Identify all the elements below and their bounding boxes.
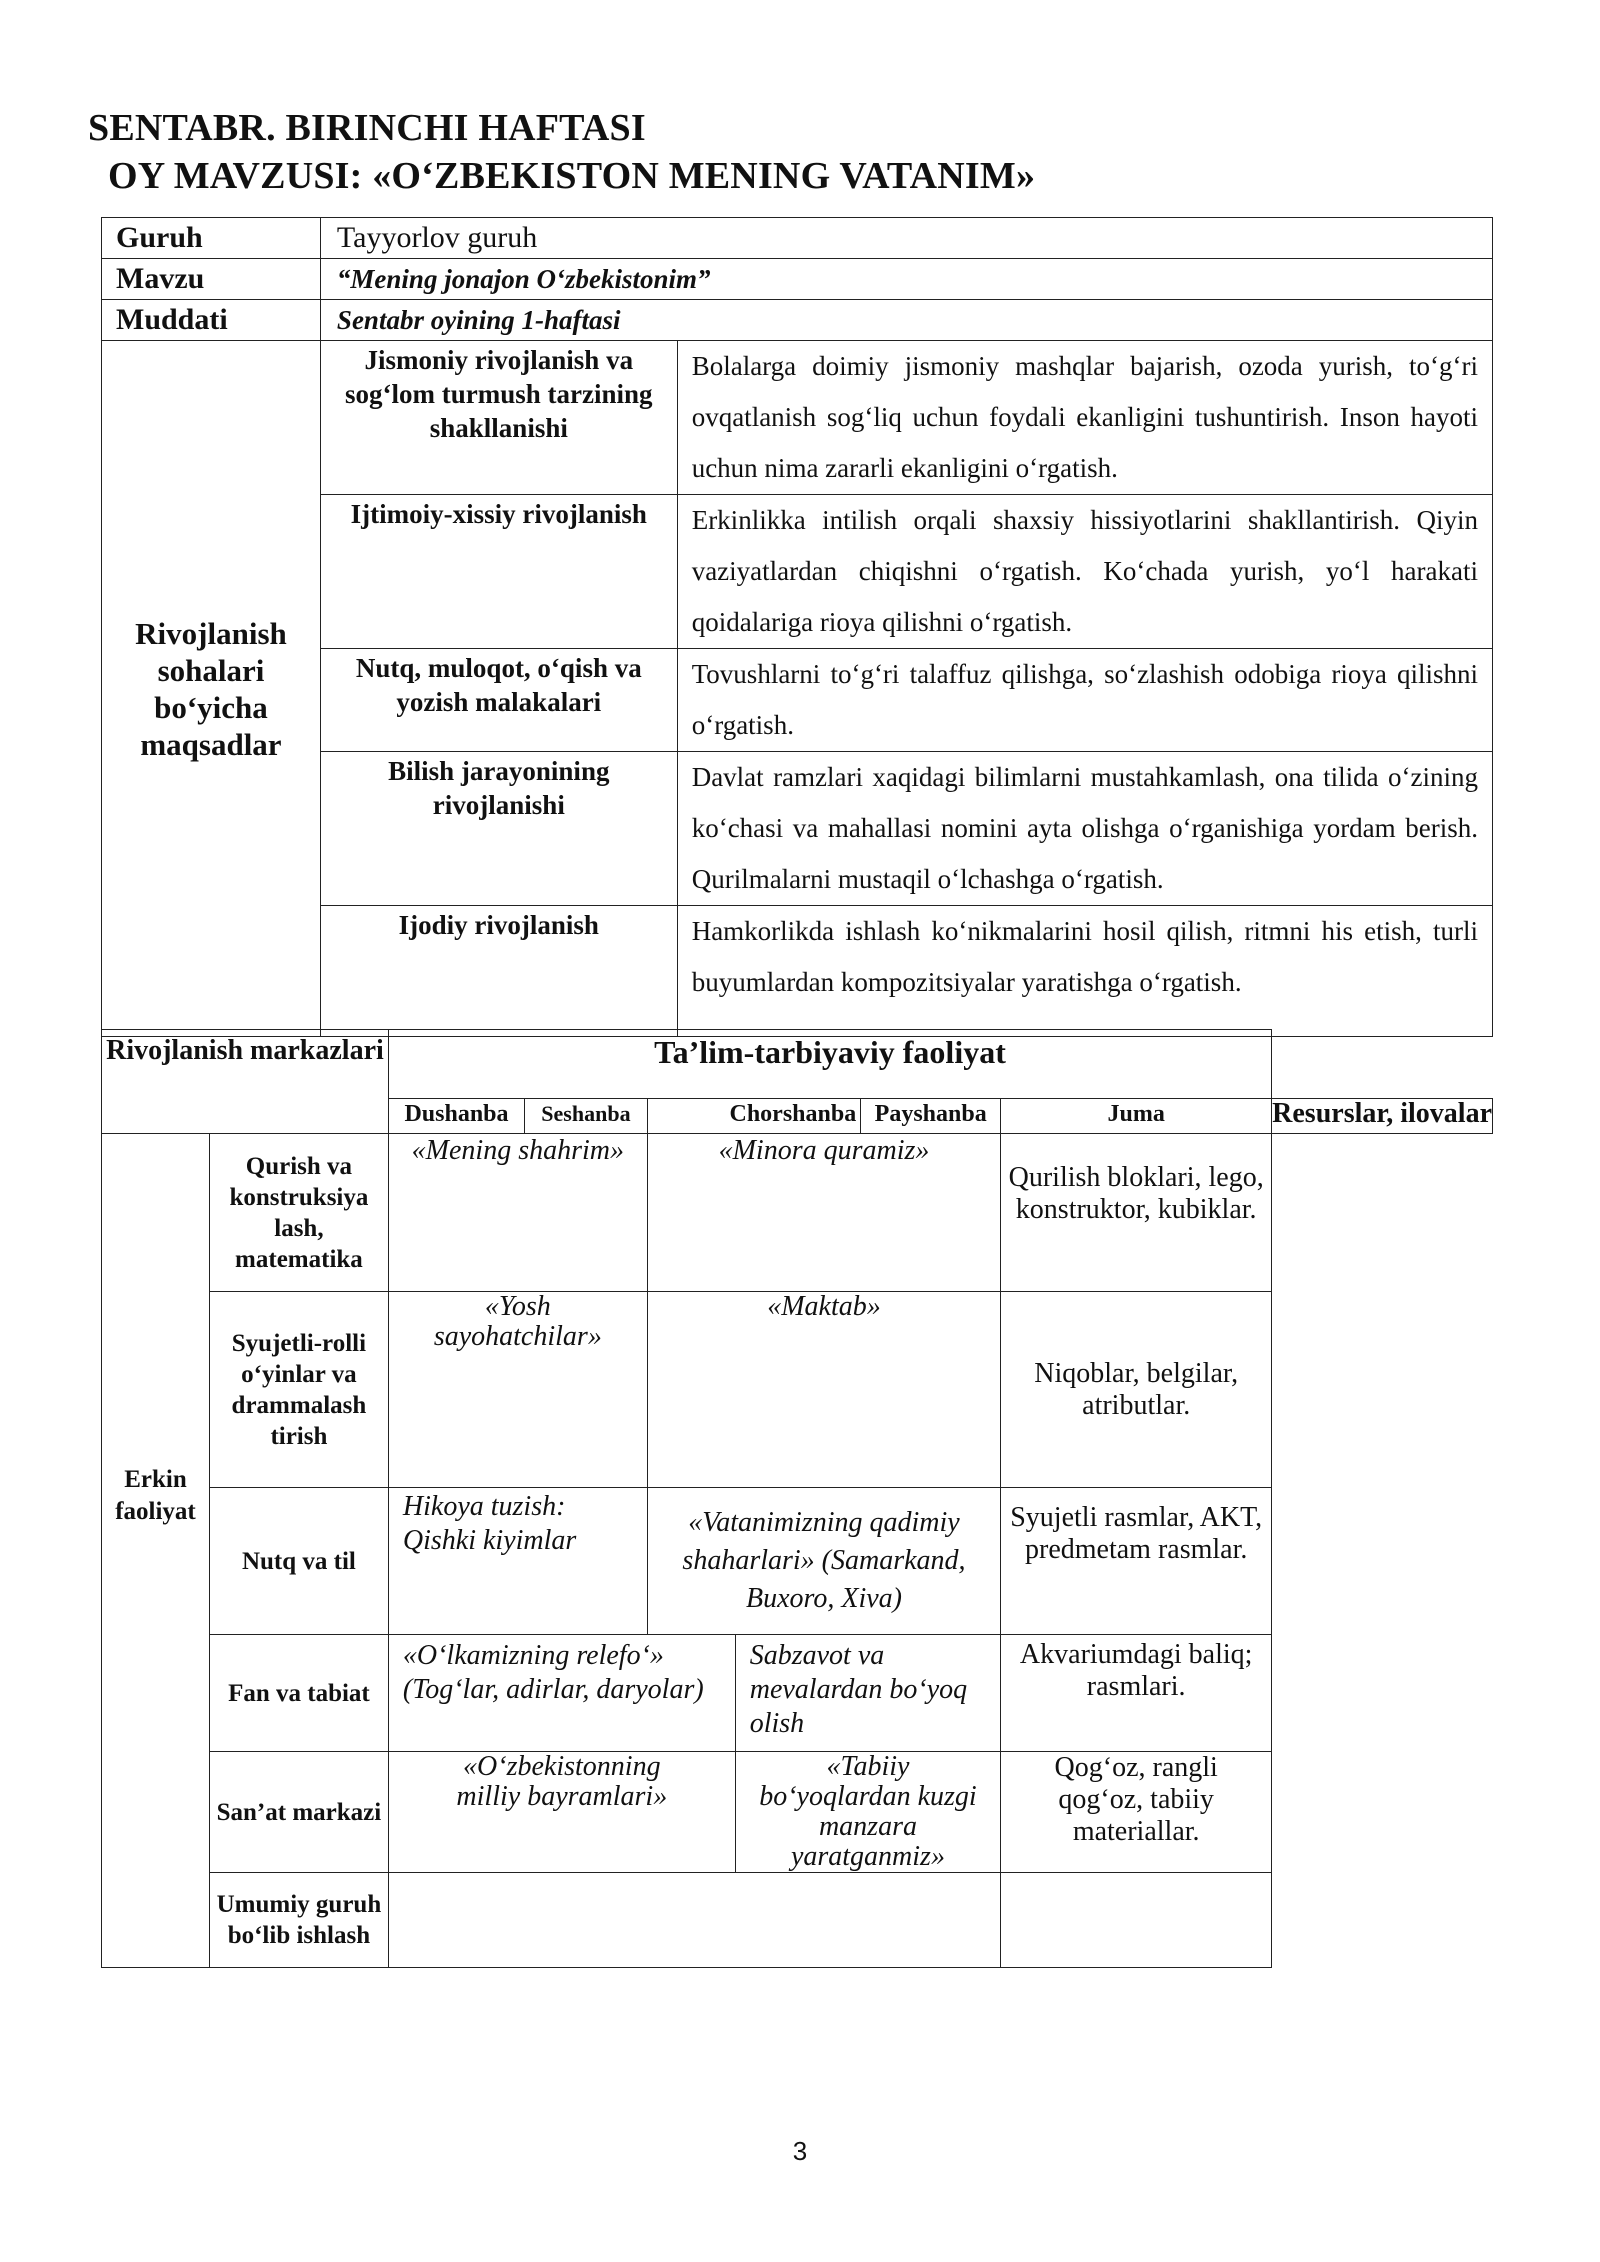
topic-row	[102, 259, 1493, 300]
activity-resources: Qurilish bloklari, lego, konstruktor, kubiklar.	[1001, 1134, 1272, 1292]
activity-category: Qurish va konstruksiya lash, matematika	[209, 1134, 388, 1292]
activity-a: «O‘lkamizning relefo‘» (Tog‘lar, adirlar, daryolar)	[388, 1635, 735, 1752]
month-theme-heading: OY MAVZUSI: «O‘ZBEKISTON MENING VATANIM»	[108, 155, 1036, 197]
activity-b: Sabzavot va mevalardan bo‘yoq olish	[735, 1635, 1000, 1752]
activity-row	[102, 1488, 1493, 1635]
activity-category: San’at markazi	[209, 1752, 388, 1873]
day-label: Chorshanba	[647, 1099, 860, 1134]
period-row	[102, 300, 1493, 341]
activity-resources: Qog‘oz, rangli qog‘oz, tabiiy materiallar.	[1001, 1752, 1272, 1873]
centers-label: Rivojlanish markazlari	[102, 1030, 389, 1134]
activity-a: «Mening shahrim»	[388, 1134, 647, 1292]
activity-category: Nutq va til	[209, 1488, 388, 1635]
activity-resources: Syujetli rasmlar, AKT, predmetam rasmlar.	[1001, 1488, 1272, 1635]
development-side-label: Rivojlanish sohalari bo‘yicha maqsadlar	[102, 341, 321, 1037]
activity-b: «Vatanimizning qadimiy shaharlari» (Samarkand, Buxoro, Xiva)	[647, 1488, 1000, 1635]
week-heading: SENTABR. BIRINCHI HAFTASI	[88, 107, 646, 149]
topic-value: “Mening jonajon O‘zbekistonim”	[320, 259, 1492, 300]
page-number: 3	[792, 2136, 808, 2166]
activity-b: «Minora quramiz»	[647, 1134, 1000, 1292]
activity-a	[388, 1873, 1000, 1968]
development-goal: Davlat ramzlari xaqidagi bilimlarni mustahkamlash, ona tilida o‘zining ko‘chasi va mahallasi nomini ayta olishga o‘rganishiga yordam berish. Qurilmalarni mustaqil o‘lchashga o‘rgatish.	[677, 752, 1492, 906]
group-row	[102, 218, 1493, 259]
development-area: Nutq, muloqot, o‘qish va yozish malakalari	[320, 649, 677, 752]
development-goal: Tovushlarni to‘g‘ri talaffuz qilishga, so‘zlashish odobiga rioya qilishni o‘rgatish.	[677, 649, 1492, 752]
activity-a: «O‘zbekistonning milliy bayramlari»	[388, 1752, 735, 1873]
development-area: Ijtimoiy-xissiy rivojlanish	[320, 495, 677, 649]
topic-label: Mavzu	[102, 259, 321, 300]
development-row	[102, 341, 1493, 495]
group-label: Guruh	[102, 218, 321, 259]
activity-resources: Akvariumdagi baliq; rasmlari.	[1001, 1635, 1272, 1752]
development-area: Bilish jarayonining rivojlanishi	[320, 752, 677, 906]
development-area: Ijodiy rivojlanish	[320, 906, 677, 1037]
development-goal: Bolalarga doimiy jismoniy mashqlar bajarish, ozoda yurish, to‘g‘ri ovqatlanish sog‘liq uchun foydali ekanligini tushuntirish. Inson hayoti uchun nima zararli ekanligini o‘rgatish.	[677, 341, 1492, 495]
activity-row	[102, 1635, 1493, 1752]
development-goal: Hamkorlikda ishlash ko‘nikmalarini hosil qilish, ritmni his etish, turli buyumlardan kompozitsiyalar yaratishga o‘rgatish.	[677, 906, 1492, 1037]
activity-a: «Yosh sayohatchilar»	[388, 1292, 647, 1488]
activity-resources: Niqoblar, belgilar, atributlar.	[1001, 1292, 1272, 1488]
period-value: Sentabr oyining 1-haftasi	[320, 300, 1492, 341]
activity-category: Syujetli-rolli o‘yinlar va drammalash tirish	[209, 1292, 388, 1488]
period-label: Muddati	[102, 300, 321, 341]
activity-row	[102, 1752, 1493, 1873]
development-area: Jismoniy rivojlanish va sog‘lom turmush tarzining shakllanishi	[320, 341, 677, 495]
activity-b: «Maktab»	[647, 1292, 1000, 1488]
group-value: Tayyorlov guruh	[320, 218, 1492, 259]
activity-b: «Tabiiy bo‘yoqlardan kuzgi manzara yaratganmiz»	[735, 1752, 1000, 1873]
day-label: Juma	[1001, 1099, 1272, 1134]
activity-row	[102, 1873, 1493, 1968]
activity-header: Ta’lim-tarbiyaviy faoliyat	[388, 1030, 1271, 1099]
day-label: Dushanba	[388, 1099, 524, 1134]
activity-row	[102, 1134, 1493, 1292]
activity-header-row	[102, 1030, 1493, 1099]
activity-a: Hikoya tuzish: Qishki kiyimlar	[388, 1488, 647, 1635]
day-label: Seshanba	[525, 1099, 648, 1134]
activity-category: Umumiy guruh bo‘lib ishlash	[209, 1873, 388, 1968]
activity-resources	[1001, 1873, 1272, 1968]
development-goal: Erkinlikka intilish orqali shaxsiy hissiyotlarini shakllantirish. Qiyin vaziyatlardan chiqishni o‘rgatish. Ko‘chada yurish, yo‘l harakati qoidalariga rioya qilishni o‘rgatish.	[677, 495, 1492, 649]
free-activity-label: Erkin faoliyat	[102, 1134, 210, 1968]
activity-table	[101, 1029, 1493, 1968]
plan-table	[101, 217, 1493, 1037]
day-label: Payshanba	[861, 1099, 1001, 1134]
activity-row	[102, 1292, 1493, 1488]
resources-label: Resurslar, ilovalar	[1272, 1099, 1493, 1134]
activity-category: Fan va tabiat	[209, 1635, 388, 1752]
